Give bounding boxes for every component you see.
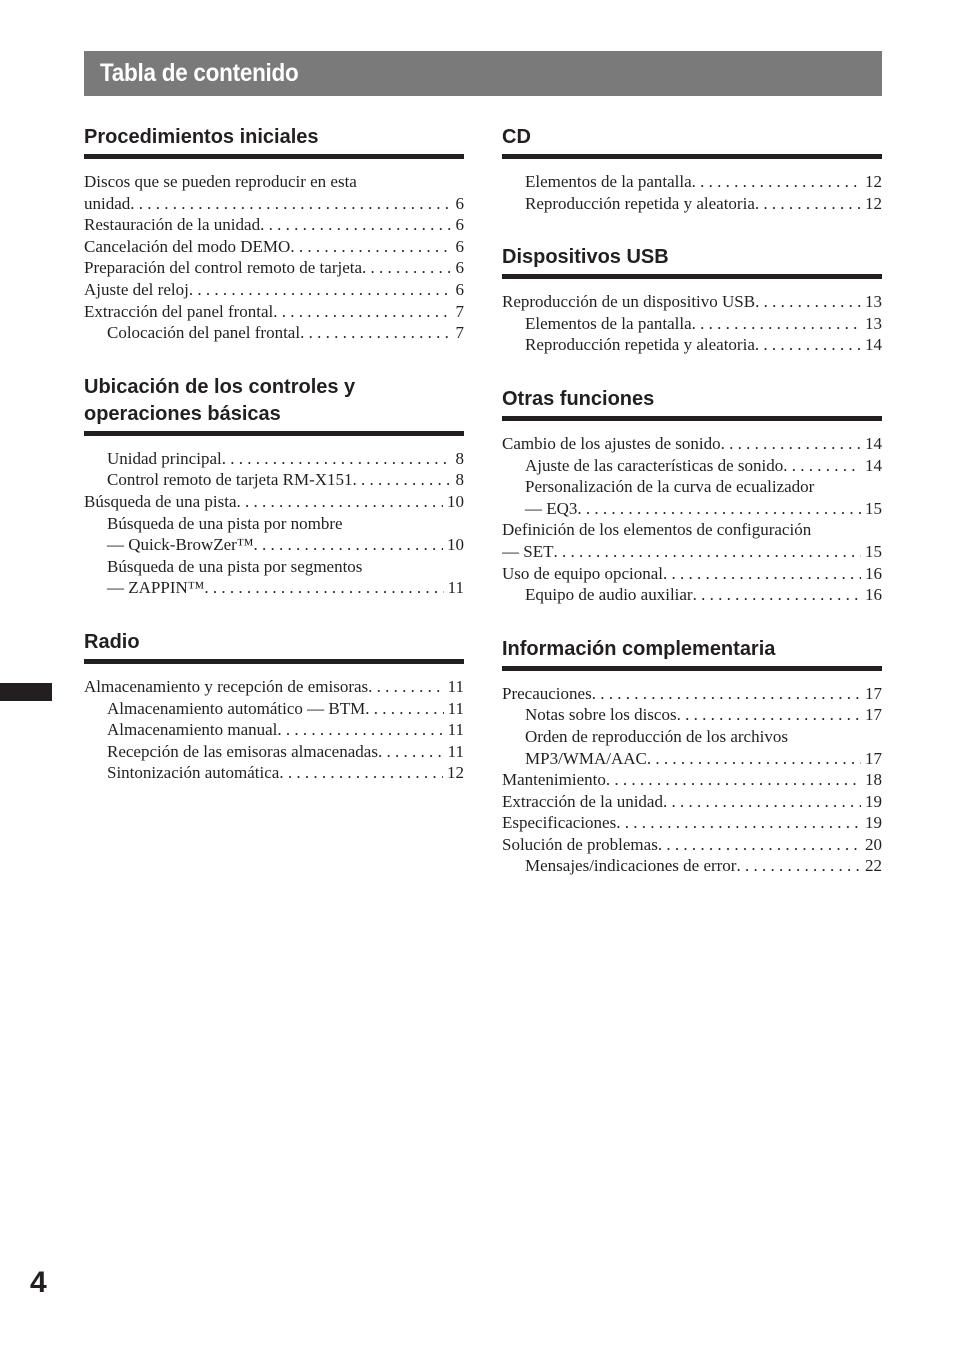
toc-entry[interactable] <box>502 433 882 455</box>
toc-entry[interactable] <box>502 313 882 335</box>
toc-entry-row <box>107 741 464 763</box>
toc-entry-label: Extracción del panel frontal <box>84 301 274 321</box>
dot-leader <box>553 541 861 563</box>
toc-entry-label: Cancelación del modo DEMO <box>84 236 291 256</box>
toc-entry-page: 16 <box>865 563 882 583</box>
toc-entry-page: 17 <box>865 683 882 703</box>
toc-entry-row <box>525 855 882 877</box>
toc-entry-page: 7 <box>455 323 464 343</box>
dot-leader <box>693 584 861 606</box>
toc-entry-page: 6 <box>455 236 464 256</box>
toc-entry-page: 6 <box>455 279 464 299</box>
toc-entry[interactable] <box>502 834 882 856</box>
toc-entry[interactable] <box>84 257 464 279</box>
toc-entry-row <box>107 534 464 556</box>
toc-entry-label: Ajuste del reloj <box>84 279 189 299</box>
toc-entry-row <box>84 193 464 215</box>
section-heading: CD <box>502 124 882 159</box>
toc-entry-line: Discos que se pueden reproducir en esta <box>84 172 357 191</box>
toc-entry-row <box>107 762 464 784</box>
dot-leader <box>692 313 861 335</box>
toc-entry[interactable] <box>502 334 882 356</box>
dot-leader <box>663 563 861 585</box>
toc-entry-row <box>502 683 882 705</box>
section-heading: Ubicación de los controles y operaciones básicas <box>84 374 464 436</box>
toc-entry-page: 15 <box>865 498 882 518</box>
toc-section <box>502 124 882 214</box>
toc-entry-page: 11 <box>447 676 464 696</box>
toc-entry-label: Elementos de la pantalla <box>525 172 692 191</box>
toc-entry[interactable] <box>502 726 882 769</box>
toc-entry-row <box>84 279 464 301</box>
title-bar <box>84 51 882 96</box>
toc-entry[interactable] <box>502 193 882 215</box>
dot-leader <box>277 719 443 741</box>
toc-entry[interactable] <box>84 322 464 344</box>
toc-section <box>502 244 882 356</box>
toc-entry-row <box>84 214 464 236</box>
toc-entry-row <box>107 577 464 599</box>
toc-entry-row <box>525 193 882 215</box>
toc-entry[interactable] <box>84 491 464 513</box>
toc-entry-row <box>107 469 464 491</box>
toc-entry-row <box>525 498 882 520</box>
toc-entry-label: Reproducción repetida y aleatoria <box>525 335 755 355</box>
toc-entry[interactable] <box>84 556 464 599</box>
toc-entry-row <box>502 433 882 455</box>
section-heading: Otras funciones <box>502 386 882 421</box>
toc-entry[interactable] <box>84 698 464 720</box>
toc-entry-page: 11 <box>447 741 464 761</box>
section-tab-marker <box>0 683 52 701</box>
toc-entry-row <box>502 563 882 585</box>
section-heading: Radio <box>84 629 464 664</box>
toc-entry-label: Mantenimiento <box>502 770 606 790</box>
toc-entry-page: 11 <box>447 698 464 718</box>
toc-entry-page: 20 <box>865 834 882 854</box>
toc-entry-page: 13 <box>865 292 882 312</box>
dot-leader <box>204 577 443 599</box>
toc-column-left <box>84 124 464 814</box>
toc-entry-row <box>84 257 464 279</box>
toc-entry-row <box>525 334 882 356</box>
toc-entry-line: Definición de los elementos de configuración <box>502 520 812 540</box>
toc-section <box>84 374 464 599</box>
toc-entry-label: Búsqueda de una pista <box>84 491 237 511</box>
section-heading: Dispositivos USB <box>502 244 882 279</box>
toc-entry-label: Mensajes/indicaciones de error <box>525 856 737 876</box>
dot-leader <box>222 448 452 470</box>
dot-leader <box>378 741 444 763</box>
toc-entry-label: Precauciones <box>502 683 592 703</box>
toc-entry-label: Equipo de audio auxiliar <box>525 585 693 605</box>
dot-leader <box>736 855 861 877</box>
dot-leader <box>663 791 861 813</box>
dot-leader <box>189 279 452 301</box>
toc-entry-row <box>84 676 464 698</box>
toc-entry-row <box>525 748 882 770</box>
toc-entry[interactable] <box>84 676 464 698</box>
toc-entry[interactable] <box>84 762 464 784</box>
dot-leader <box>616 812 861 834</box>
section-heading: Información complementaria <box>502 636 882 671</box>
dot-leader <box>677 704 861 726</box>
toc-entry-row <box>525 455 882 477</box>
toc-entry-page: 13 <box>865 313 882 333</box>
toc-entry[interactable] <box>502 171 882 193</box>
toc-entry-label: — ZAPPIN™ <box>107 578 205 598</box>
toc-entry-row <box>107 448 464 470</box>
toc-entry[interactable] <box>502 455 882 477</box>
toc-entry-label: Sintonización automática <box>107 763 280 783</box>
toc-entry-page: 22 <box>865 856 882 876</box>
toc-entry[interactable] <box>84 469 464 491</box>
toc-entry-row <box>84 236 464 258</box>
toc-entry-label: — EQ3 <box>525 498 578 518</box>
toc-entry[interactable] <box>502 519 882 562</box>
toc-entry-label: Elementos de la pantalla <box>525 313 692 333</box>
toc-section <box>502 386 882 606</box>
toc-entry-label: Preparación del control remoto de tarjeta <box>84 258 363 278</box>
toc-entry[interactable] <box>502 563 882 585</box>
section-heading: Procedimientos iniciales <box>84 124 464 159</box>
toc-entry-row <box>502 769 882 791</box>
toc-entry-page: 11 <box>447 720 464 740</box>
toc-entry-line: Personalización de la curva de ecualizador <box>525 477 815 497</box>
toc-entry-label: Extracción de la unidad <box>502 791 663 811</box>
toc-entry-page: 17 <box>865 705 882 725</box>
toc-entry-row <box>84 301 464 323</box>
page-number: 4 <box>30 1266 47 1299</box>
toc-entry[interactable] <box>502 584 882 606</box>
toc-entry-row <box>502 791 882 813</box>
toc-entry-page: 11 <box>447 578 464 598</box>
toc-entry[interactable] <box>502 704 882 726</box>
toc-entry[interactable] <box>84 236 464 258</box>
toc-entry-label: Almacenamiento automático — BTM <box>107 698 366 718</box>
toc-entry-page: 12 <box>865 172 882 191</box>
toc-entry-label: Unidad principal <box>107 448 222 468</box>
toc-entry-label: Cambio de los ajustes de sonido <box>502 433 721 453</box>
toc-entry-label: — Quick-BrowZer™ <box>107 535 254 555</box>
toc-entry[interactable] <box>84 279 464 301</box>
toc-entry-line: Búsqueda de una pista por segmentos <box>107 556 363 576</box>
toc-section <box>502 636 882 877</box>
dot-leader <box>721 433 861 455</box>
dot-leader <box>260 214 451 236</box>
toc-entry-page: 18 <box>865 770 882 790</box>
toc-entry[interactable] <box>502 769 882 791</box>
dot-leader <box>783 455 861 477</box>
toc-entry-row <box>107 719 464 741</box>
toc-entry-row <box>525 313 882 335</box>
toc-entry-row <box>502 291 882 313</box>
toc-entry-page: 8 <box>455 470 464 490</box>
toc-column-right <box>502 124 882 907</box>
dot-leader <box>279 762 443 784</box>
toc-entry-label: Recepción de las emisoras almacenadas <box>107 741 378 761</box>
toc-entry-page: 6 <box>455 193 464 213</box>
toc-entry-label: Especificaciones <box>502 813 617 833</box>
toc-entry[interactable] <box>84 719 464 741</box>
dot-leader <box>658 834 861 856</box>
toc-entry-label: unidad <box>84 193 131 213</box>
toc-entry-page: 12 <box>447 763 464 783</box>
toc-entry-label: Notas sobre los discos <box>525 705 677 725</box>
toc-entry-label: Colocación del panel frontal <box>107 323 301 343</box>
dot-leader <box>253 534 443 556</box>
toc-entry-label: Reproducción repetida y aleatoria <box>525 193 755 213</box>
toc-entry[interactable] <box>502 855 882 877</box>
toc-entry-page: 16 <box>865 585 882 605</box>
toc-entry-page: 15 <box>865 541 882 561</box>
toc-entry-page: 10 <box>447 535 464 555</box>
dot-leader <box>368 676 443 698</box>
dot-leader <box>577 498 861 520</box>
toc-entry[interactable] <box>502 291 882 313</box>
toc-entry-page: 14 <box>865 455 882 475</box>
toc-entry[interactable] <box>84 171 464 214</box>
dot-leader <box>353 469 452 491</box>
toc-entry[interactable] <box>502 812 882 834</box>
dot-leader <box>365 698 443 720</box>
toc-entry-row <box>525 584 882 606</box>
toc-entry-label: Almacenamiento y recepción de emisoras <box>84 676 369 696</box>
toc-entry-label: Restauración de la unidad <box>84 215 261 235</box>
toc-entry-page: 10 <box>447 491 464 511</box>
toc-entry-label: MP3/WMA/AAC <box>525 748 647 768</box>
toc-entry-label: Almacenamiento manual <box>107 720 278 740</box>
toc-entry-label: Reproducción de un dispositivo USB <box>502 292 756 312</box>
toc-entry[interactable] <box>84 513 464 556</box>
dot-leader <box>692 171 861 193</box>
toc-entry-label: Solución de problemas <box>502 834 658 854</box>
toc-entry[interactable] <box>84 448 464 470</box>
dot-leader <box>755 291 861 313</box>
toc-entry-row <box>525 704 882 726</box>
toc-entry-page: 7 <box>455 301 464 321</box>
toc-entry[interactable] <box>84 301 464 323</box>
toc-entry-page: 19 <box>865 791 882 811</box>
dot-leader <box>606 769 861 791</box>
dot-leader <box>755 334 861 356</box>
dot-leader <box>755 193 861 215</box>
dot-leader <box>362 257 451 279</box>
dot-leader <box>592 683 861 705</box>
toc-entry[interactable] <box>502 683 882 705</box>
page-title: Tabla de contenido <box>100 59 299 87</box>
toc-entry-line: Orden de reproducción de los archivos <box>525 726 788 746</box>
toc-entry-row <box>502 541 882 563</box>
toc-entry-page: 6 <box>455 215 464 235</box>
toc-entry-page: 6 <box>455 258 464 278</box>
toc-entry-page: 14 <box>865 433 882 453</box>
dot-leader <box>647 748 861 770</box>
toc-entry-row <box>502 834 882 856</box>
toc-entry-page: 17 <box>865 748 882 768</box>
toc-entry-row <box>525 171 882 193</box>
toc-entry[interactable] <box>84 741 464 763</box>
toc-entry-line: Búsqueda de una pista por nombre <box>107 513 343 533</box>
toc-entry-label: Control remoto de tarjeta RM-X151 <box>107 470 353 490</box>
toc-entry-row <box>502 812 882 834</box>
toc-section <box>84 124 464 344</box>
toc-entry[interactable] <box>502 791 882 813</box>
toc-entry-page: 14 <box>865 335 882 355</box>
toc-section <box>84 629 464 784</box>
dot-leader <box>130 193 451 215</box>
toc-entry[interactable] <box>502 476 882 519</box>
toc-entry-page: 19 <box>865 813 882 833</box>
dot-leader <box>237 491 444 513</box>
toc-entry-row <box>107 698 464 720</box>
toc-entry-label: — SET <box>502 541 554 561</box>
toc-entry-row <box>84 491 464 513</box>
dot-leader <box>290 236 451 258</box>
toc-entry-row <box>107 322 464 344</box>
toc-entry-page: 12 <box>865 193 882 213</box>
toc-entry-label: Ajuste de las características de sonido <box>525 455 784 475</box>
toc-entry[interactable] <box>84 214 464 236</box>
dot-leader <box>300 322 451 344</box>
dot-leader <box>273 301 451 323</box>
toc-entry-page: 8 <box>455 448 464 468</box>
toc-entry-label: Uso de equipo opcional <box>502 563 663 583</box>
